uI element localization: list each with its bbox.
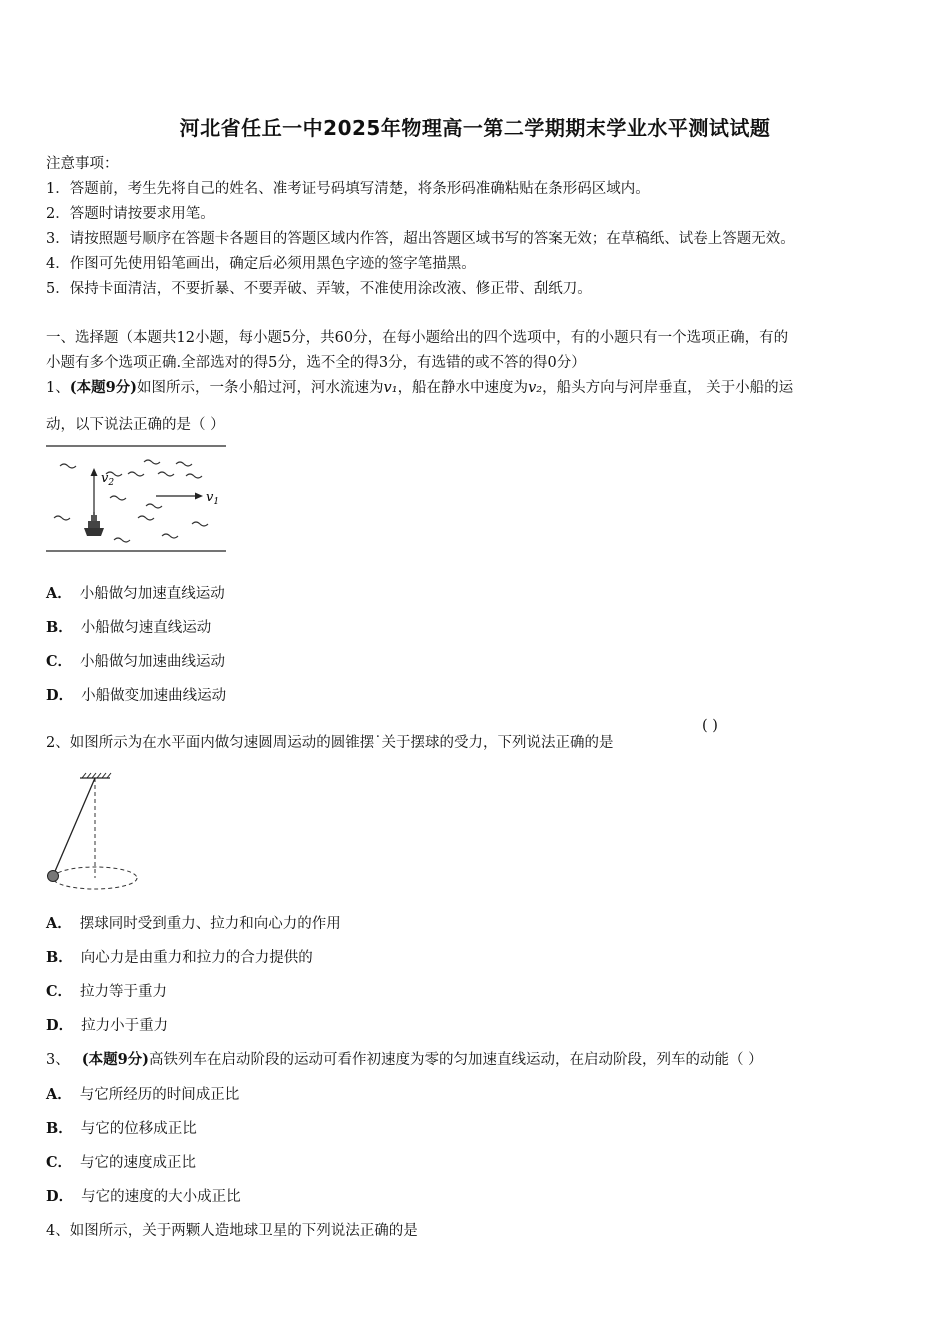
option-letter: B． <box>46 949 73 966</box>
note-item-2: 2．答题时请按要求用笔。 <box>46 206 215 222</box>
question-1-line2: 动，以下说法正确的是（ ） <box>46 417 225 433</box>
section-heading-line1: 一、选择题（本题共12小题，每小题5分，共60分，在每小题给出的四个选项中，有的小题只有一个选项正确，有的 <box>46 330 789 346</box>
option-text: 拉力等于重力 <box>80 984 168 1000</box>
v2-label: $v_2$ <box>101 471 115 488</box>
v1-arrow-head <box>195 493 203 500</box>
option-letter: C． <box>46 1154 73 1171</box>
question-2-answer-paren: ( ) <box>702 718 718 734</box>
question-3-option-c[interactable] <box>46 1151 196 1172</box>
question-2-stem: 2、如图所示为在水平面内做匀速圆周运动的圆锥摆˙关于摆球的受力，下列说法正确的是 <box>46 735 614 751</box>
conical-pendulum-figure <box>44 772 144 892</box>
option-letter: B． <box>46 619 73 636</box>
question-1-v2: v₂ <box>528 380 543 396</box>
question-3-option-a[interactable] <box>46 1083 239 1104</box>
question-2-option-b[interactable] <box>46 946 313 967</box>
page-title: 河北省任丘一中2025年物理高一第二学期期末学业水平测试试题 <box>179 116 771 140</box>
question-1-text-b: ，船在静水中速度为 <box>397 380 529 396</box>
v1-label: $v_1$ <box>206 490 220 507</box>
question-3-stem <box>46 1048 763 1069</box>
question-2-option-d[interactable] <box>46 1014 168 1035</box>
river-boat-figure <box>46 444 228 556</box>
ceiling-hatch <box>82 773 111 778</box>
option-letter: A． <box>46 585 72 602</box>
v2-arrow-head <box>91 468 98 476</box>
question-1-tag: (本题9分) <box>69 379 138 396</box>
question-3-tag: (本题9分) <box>81 1051 150 1068</box>
option-letter: A． <box>46 1086 72 1103</box>
option-letter: D． <box>46 1188 74 1205</box>
question-2-option-a[interactable] <box>46 912 341 933</box>
question-1-option-b[interactable] <box>46 616 211 637</box>
option-text: 拉力小于重力 <box>81 1018 169 1034</box>
option-text: 小船做变加速曲线运动 <box>81 688 227 704</box>
question-1-text-a: 如图所示，一条小船过河，河水流速为 <box>137 380 384 396</box>
note-item-5: 5．保持卡面清洁，不要折暴、不要弄破、弄皱，不准使用涂改液、修正带、刮纸刀。 <box>46 281 592 297</box>
option-letter: C． <box>46 983 73 1000</box>
note-item-4: 4．作图可先使用铅笔画出，确定后必须用黑色字迹的签字笔描黑。 <box>46 256 476 272</box>
note-item-3: 3．请按照题号顺序在答题卡各题目的答题区域内作答，超出答题区域书写的答案无效；在草稿纸、试卷上答题无效。 <box>46 231 795 247</box>
question-3-text: 高铁列车在启动阶段的运动可看作初速度为零的匀加速直线运动，在启动阶段，列车的动能（ ） <box>149 1052 763 1068</box>
option-text: 向心力是由重力和拉力的合力提供的 <box>80 950 313 966</box>
option-text: 与它所经历的时间成正比 <box>79 1087 240 1103</box>
pendulum-string <box>53 778 95 876</box>
option-letter: B． <box>46 1120 73 1137</box>
water-waves <box>54 460 208 542</box>
question-1-option-a[interactable] <box>46 582 225 603</box>
question-3-number: 3、 <box>46 1052 70 1068</box>
pendulum-bob <box>48 871 59 882</box>
question-1-option-d[interactable] <box>46 684 226 705</box>
option-text: 与它的速度的大小成正比 <box>81 1189 241 1205</box>
option-text: 与它的速度成正比 <box>80 1155 197 1171</box>
note-item-1: 1．答题前，考生先将自己的姓名、准考证号码填写清楚，将条形码准确粘贴在条形码区域内。 <box>46 181 650 197</box>
option-letter: D． <box>46 687 74 704</box>
option-text: 小船做匀速直线运动 <box>80 620 212 636</box>
option-letter: D． <box>46 1017 74 1034</box>
question-1-text-c: ，船头方向与河岸垂直， 关于小船的运 <box>542 380 794 396</box>
question-3-option-b[interactable] <box>46 1117 197 1138</box>
boat-icon <box>84 512 104 536</box>
question-4-stem: 4、如图所示，关于两颗人造地球卫星的下列说法正确的是 <box>46 1223 418 1239</box>
option-text: 小船做匀加速直线运动 <box>79 586 225 602</box>
question-1-number: 1、 <box>46 380 70 396</box>
section-heading-line2: 小题有多个选项正确.全部选对的得5分，选不全的得3分，有选错的或不答的得0分） <box>46 355 586 371</box>
question-1-v1: v₁ <box>383 380 398 396</box>
question-3-option-d[interactable] <box>46 1185 241 1206</box>
notes-heading: 注意事项： <box>46 156 119 172</box>
option-letter: A． <box>46 915 72 932</box>
question-2-option-c[interactable] <box>46 980 167 1001</box>
question-1-option-c[interactable] <box>46 650 225 671</box>
option-letter: C． <box>46 653 73 670</box>
option-text: 与它的位移成正比 <box>80 1121 197 1137</box>
option-text: 小船做匀加速曲线运动 <box>80 654 226 670</box>
option-text: 摆球同时受到重力、拉力和向心力的作用 <box>79 916 341 932</box>
question-1-line1 <box>46 376 793 397</box>
